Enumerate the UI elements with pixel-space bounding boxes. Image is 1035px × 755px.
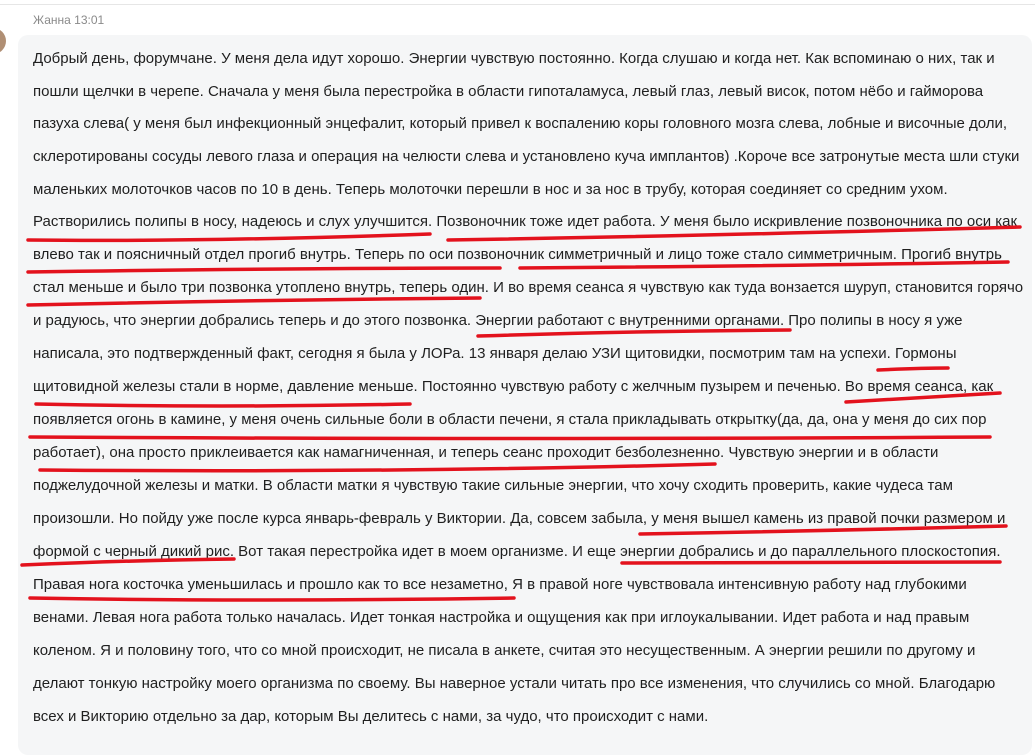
top-divider <box>0 4 1035 5</box>
message-line: и радуюсь, что энергии добрались теперь и до этого позвонка. Энергии работают с внутренними органами. Про полипы в носу я уже <box>33 312 963 329</box>
message-line: появляется огонь в камине, у меня очень сильные боли в области печени, я стала прикладывать открытку(да, да, она у меня до сих пор <box>33 411 987 428</box>
message-line: пошли щелчки в черепе. Сначала у меня была перестройка в области гипоталамуса, левый глаз, левый висок, потом нёбо и гайморова <box>33 83 984 100</box>
message-line: Добрый день, форумчане. У меня дела идут хорошо. Энергии чувствую постоянно. Когда слушаю и когда нет. Как вспоминаю о них, так и <box>33 50 995 67</box>
message-line: Правая нога косточка уменьшилась и прошло как то все незаметно, Я в правой ноге чувствовала интенсивную работу над глубокими <box>33 576 967 593</box>
message-line: венами. Левая нога работа только началась. Идет тонкая настройка и ощущения как при иглоукалывании. Идет работа и над правым <box>33 609 970 626</box>
message-line: поджелудочной железы и матки. В области матки я чувствую такие сильные энергии, что хочу сходить проверить, какие чудеса там <box>33 477 953 494</box>
message-line: коленом. Я и половину того, что со мной происходит, не писала в анкете, считая это несущественным. А энергии решили по другому и <box>33 642 976 659</box>
message-line: маленьких молоточков часов по 10 в день. Теперь молоточки перешли в нос и за нос в трубу, которая соединяет со средним ухом. <box>33 181 948 198</box>
message-line: Растворились полипы в носу, надеюсь и слух улучшится. Позвоночник тоже идет работа. У меня было искривление позвоночника по оси как <box>33 213 1018 230</box>
message-line: формой с черный дикий рис. Вот такая перестройка идет в моем организме. И еще энергии добрались и до параллельного плоскостопия. <box>33 543 1001 560</box>
message-time: 13:01 <box>74 13 105 27</box>
avatar[interactable] <box>0 28 6 54</box>
message-line: щитовидной железы стали в норме, давление меньше. Постоянно чувствую работу с желчным пузырем и печенью. Во время сеанса, как <box>33 378 994 395</box>
message-line: пазуха слева( у меня был инфекционный энцефалит, который привел к воспалению коры головного мозга слева, лобные и височные доли, <box>33 115 1008 132</box>
message-line: стал меньше и было три позвонка утоплено внутрь, теперь один. И во время сеанса я чувствую как туда вонзается шуруп, становится горячо <box>33 279 1024 296</box>
message-line: влево так и поясничный отдел прогиб внутрь. Теперь по оси позвоночник симметричный и лицо тоже стало симметричным. Прогиб внутрь <box>33 246 1002 263</box>
message-line: всех и Викторию отдельно за дар, которым Вы делитесь с нами, за чудо, что происходит с нами. <box>33 708 709 725</box>
message-header <box>33 13 104 27</box>
message-line: работает), она просто приклеивается как намагниченная, и теперь сеанс проходит безболезненно. Чувствую энергии и в области <box>33 444 939 461</box>
message-line: делают тонкую настройку моего организма по своему. Вы наверное устали читать про все изменения, что случились со мной. Благодарю <box>33 675 996 692</box>
message-line: написала, это подтвержденный факт, сегодня я была у ЛОРа. 13 января делаю УЗИ щитовидки, посмотрим там на успехи. Гормоны <box>33 345 957 362</box>
message-line: произошли. Но пойду уже после курса январь-февраль у Виктории. Да, совсем забыла, у меня вышел камень из правой почки размером и <box>33 510 1006 527</box>
author-name[interactable]: Жанна <box>33 13 71 27</box>
message-line: склеротированы сосуды левого глаза и операция на челюсти слева и установлено куча имплантов) .Короче все затронутые места шли стуки <box>33 148 1020 165</box>
